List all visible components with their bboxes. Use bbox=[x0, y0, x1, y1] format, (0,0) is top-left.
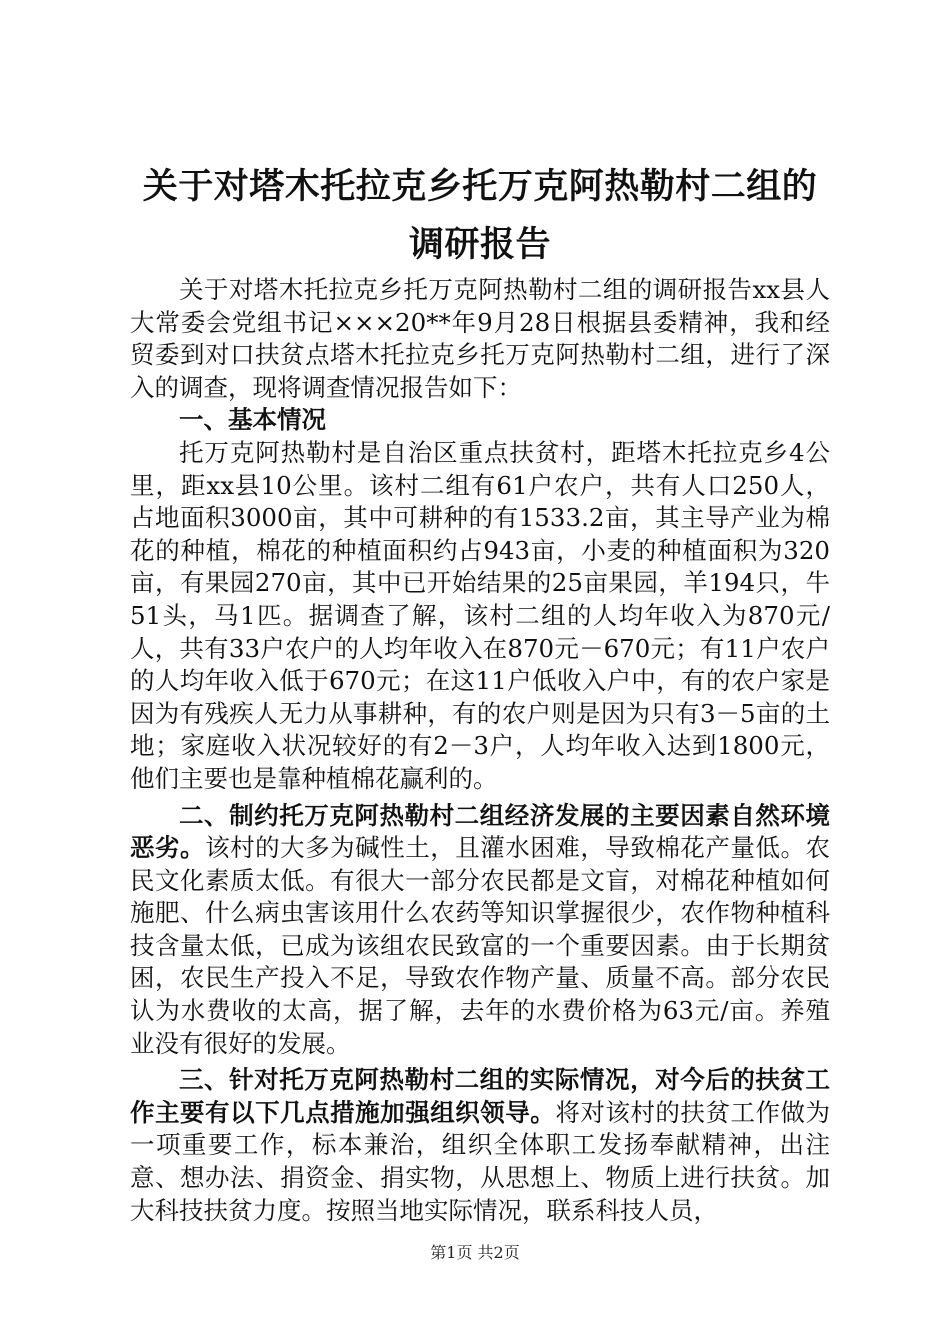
section-3-paragraph bbox=[130, 1064, 830, 1227]
section-1-body: 托万克阿热勒村是自治区重点扶贫村，距塔木托拉克乡4公里，距xx县10公里。该村二组有61户农户，共有人口250人，占地面积3000亩，其中可耕种的有1533.2亩，其主导产业为棉花的种植，棉花的种植面积约占943亩，小麦的种植面积为320亩，有果园270亩，其中已开始结果的25亩果园，羊194只，牛51头，马1匹。据调查了解，该村二组的人均年收入为870元/人，共有33户农户的人均年收入在870元－670元；有11户农户的人均年收入低于670元；在这11户低收入户中，有的农户家是因为有残疾人无力从事耕种，有的农户则是因为只有3－5亩的土地；家庭收入状况较好的有2－3户，人均年收入达到1800元，他们主要也是靠种植棉花赢利的。 bbox=[130, 437, 830, 793]
document-page bbox=[130, 158, 830, 1227]
intro-paragraph: 关于对塔木托拉克乡托万克阿热勒村二组的调研报告xx县人大常委会党组书记×××20**年9月28日根据县委精神，我和经贸委到对口扶贫点塔木托拉克乡托万克阿热勒村二组，进行了深入的调查，现将调查情况报告如下： bbox=[130, 275, 830, 402]
section-3-body: 将对该村的扶贫工作做为一项重要工作，标本兼治，组织全体职工发扬奉献精神，出注意、想办法、捐资金、捐实物，从思想上、物质上进行扶贫。加大科技扶贫力度。按照当地实际情况，联系科技人员， bbox=[130, 1097, 831, 1225]
section-3-heading: 三、针对托万克阿热勒村二组的实际情况，对今后的扶贫工作主要有以下几点措施加强组织领导。 bbox=[130, 1065, 830, 1127]
document-title: 关于对塔木托拉克乡托万克阿热勒村二组的调研报告 bbox=[142, 167, 818, 265]
section-2-heading: 二、制约托万克阿热勒村二组经济发展的主要因素自然环境恶劣。 bbox=[130, 800, 830, 863]
section-1-heading: 一、基本情况 bbox=[179, 405, 326, 435]
section-2-paragraph bbox=[130, 800, 830, 1061]
page-number-footer: 第1页 共2页 bbox=[430, 1243, 520, 1262]
section-2-body: 该村的大多为碱性土，且灌水困难，导致棉花产量低。农民文化素质太低。有很大一部分农民都是文盲，对棉花种植如何施肥、什么病虫害该用什么农药等知识掌握很少，农作物种植科技含量太低，已成为该组农民致富的一个重要因素。由于长期贫困，农民生产投入不足，导致农作物产量、质量不高。部分农民认为水费收的太高，据了解，去年的水费价格为63元/亩。养殖业没有很好的发展。 bbox=[130, 833, 831, 1058]
